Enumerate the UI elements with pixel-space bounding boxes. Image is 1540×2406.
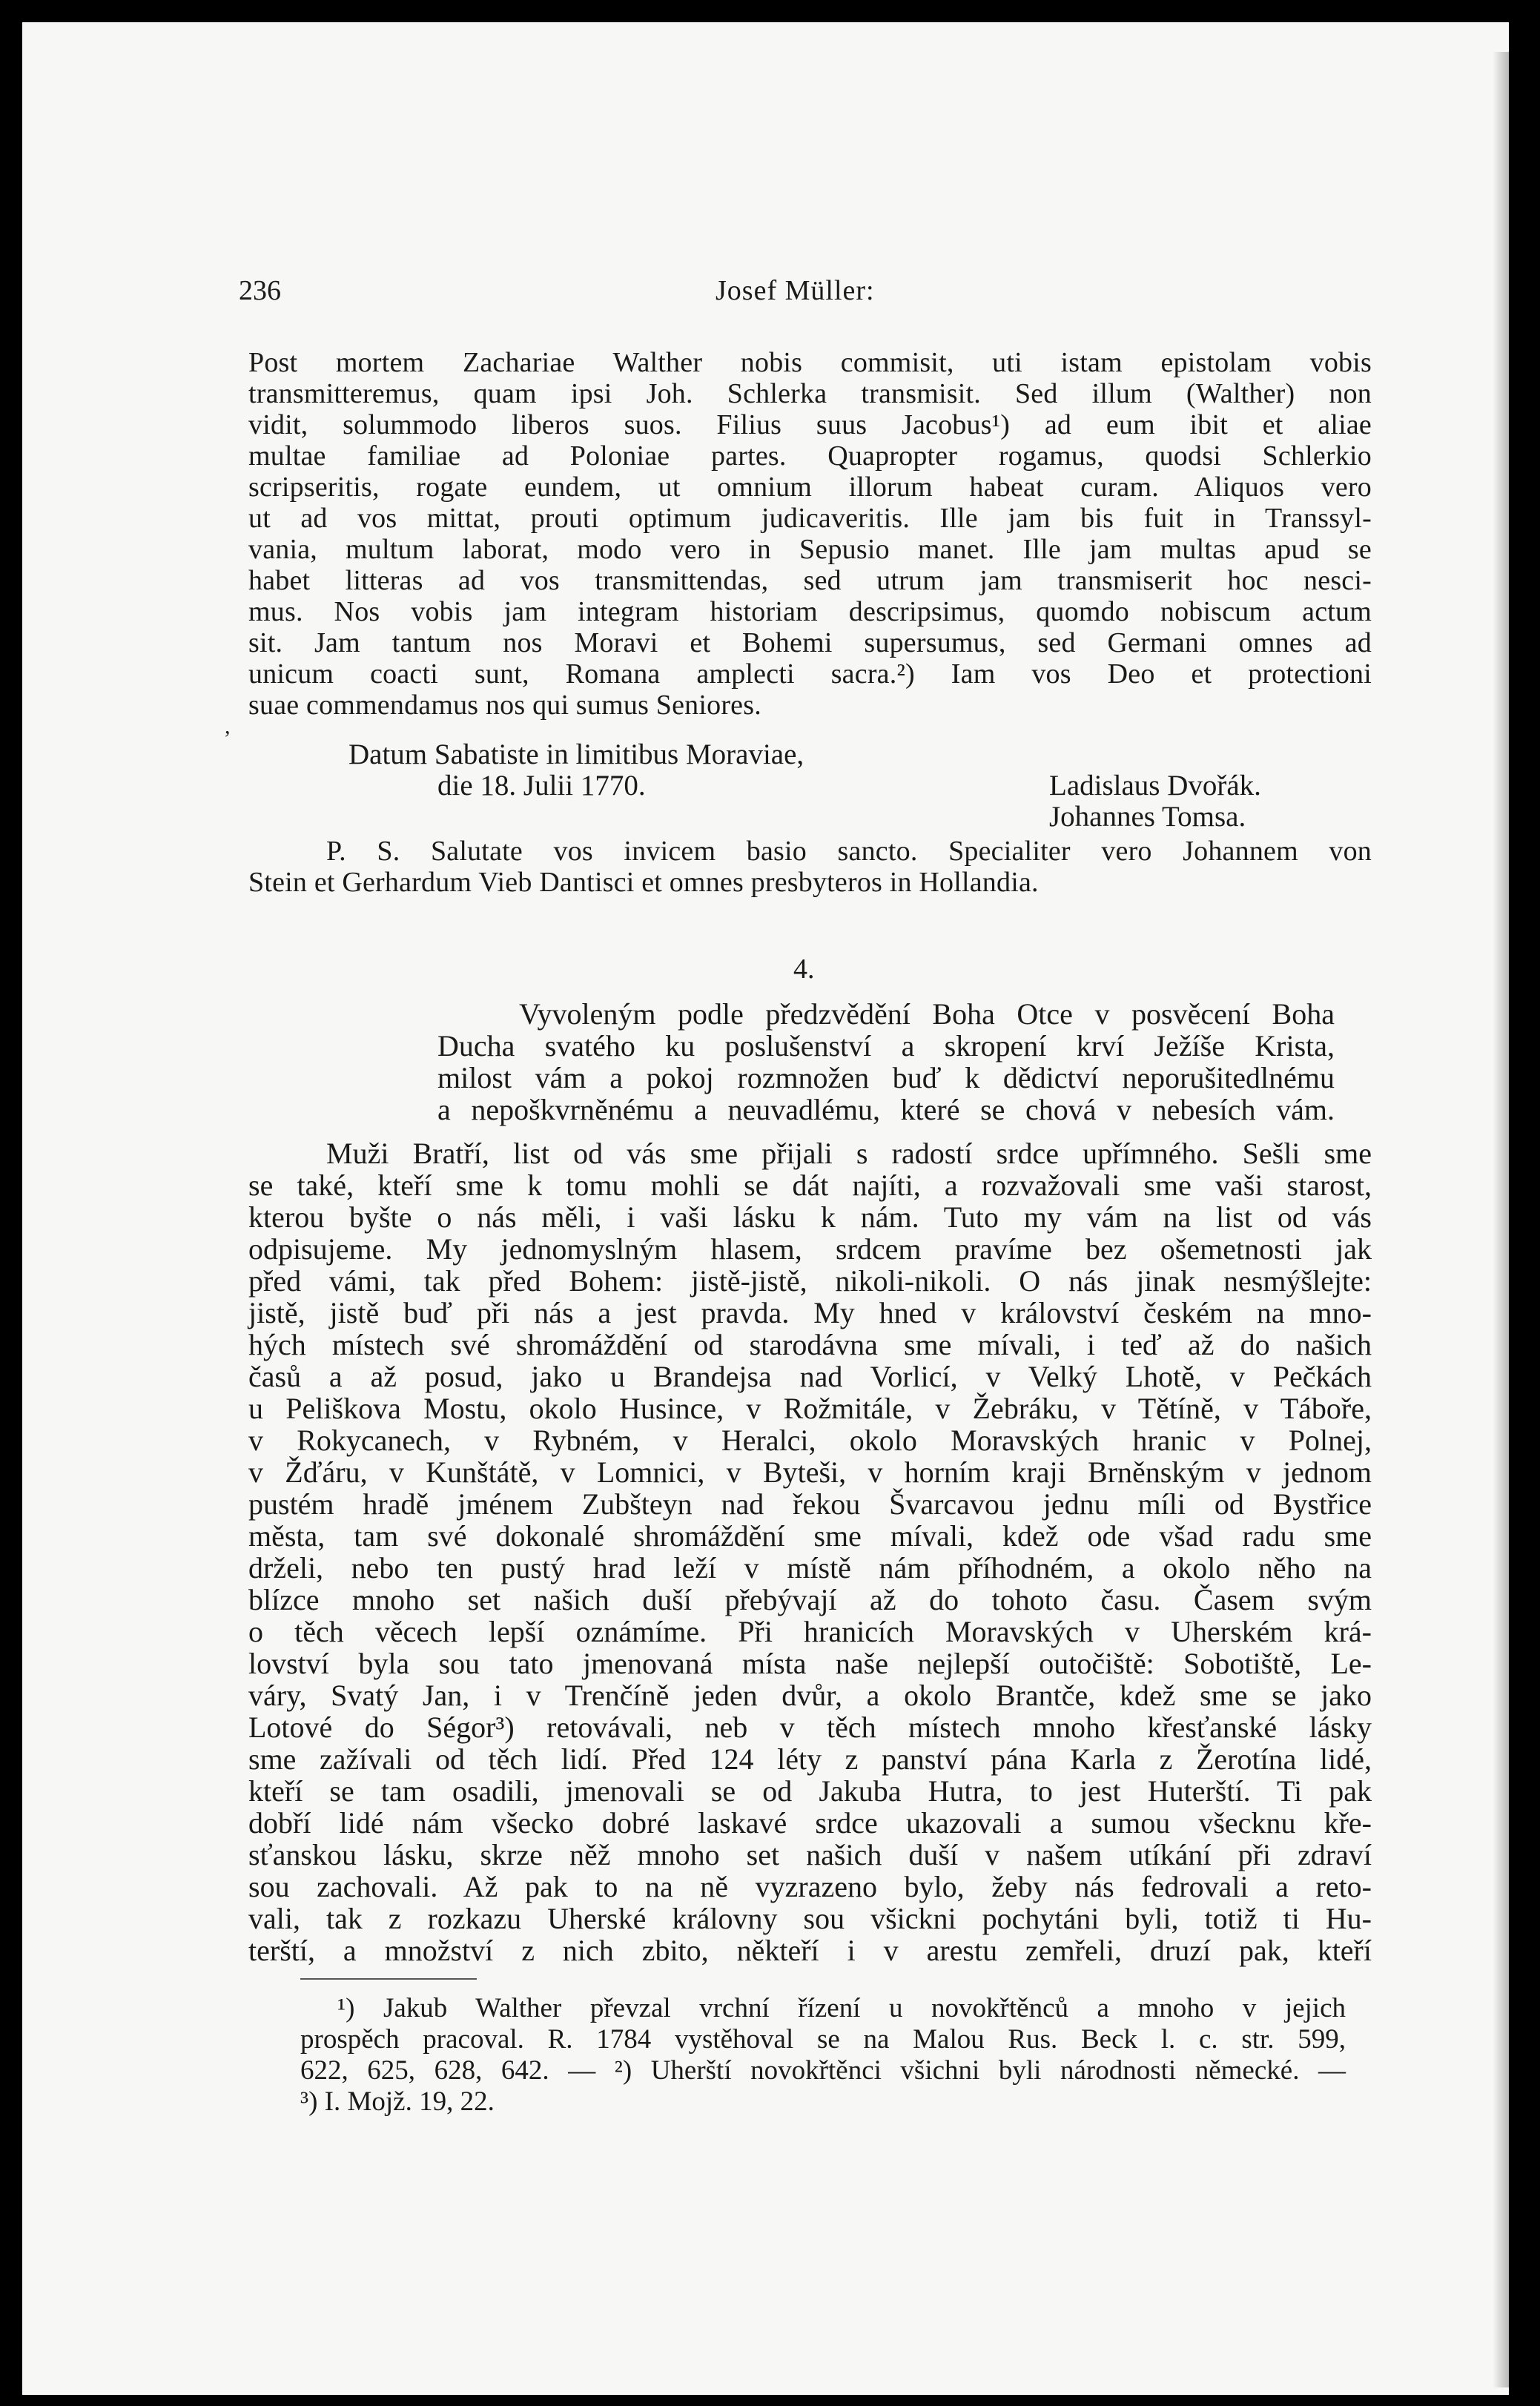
body-line: u Peliškova Mostu, okolo Husince, v Rožmitále, v Žebráku, v Tětíně, v Táboře, xyxy=(248,1392,1372,1425)
body-line: sme zažívali od těch lidí. Před 124 léty z panství pána Karla z Žerotína lidé, xyxy=(248,1742,1372,1776)
body-line: města, tam své dokonalé shromáždění sme mívali, kdež ode všad radu sme xyxy=(248,1519,1372,1553)
latin-line: vania, multum laborat, modo vero in Sepusio manet. Ille jam multas apud se xyxy=(248,534,1372,565)
body-line: drželi, nebo ten pustý hrad leží v místě nám příhodném, a okolo něho na xyxy=(248,1551,1372,1584)
latin-line: vidit, solummodo liberos suos. Filius suus Jacobus¹) ad eum ibit et aliae xyxy=(248,409,1372,440)
body-line: v Žďáru, v Kunštátě, v Lomnici, v Byteši, v horním kraji Brněnským v jednom xyxy=(248,1455,1372,1489)
footnote-line: prospěch pracoval. R. 1784 vystěhoval se na Malou Rus. Beck l. c. str. 599, xyxy=(300,2024,1346,2055)
body-line: hých místech své shromáždění od starodávna sme mívali, i teď až do našich xyxy=(248,1328,1372,1361)
footnote-line: ¹) Jakub Walther převzal vrchní řízení u novokřtěnců a mnoho v jejich xyxy=(337,1993,1346,2023)
body-line: terští, a množství z nich zbito, někteří i v arestu zemřeli, druzí pak, kteří xyxy=(248,1934,1372,1967)
body-line: o těch věcech lepší oznámíme. Při hranicích Moravských v Uherském krá- xyxy=(248,1615,1372,1648)
footnote-rule xyxy=(300,1978,477,1980)
body-line: pustém hradě jménem Zubšteyn nad řekou Švarcavou jednu míli od Bystřice xyxy=(248,1487,1372,1521)
footnote-line: 622, 625, 628, 642. — ²) Uherští novokřtěnci všichni byli národnosti německé. — xyxy=(300,2055,1346,2086)
postscript-line: Stein et Gerhardum Vieb Dantisci et omnes presbyteros in Hollandia. xyxy=(248,867,1039,898)
postscript-line: P. S. Salutate vos invicem basio sancto. Specialiter vero Johannem von xyxy=(326,836,1372,867)
latin-line: habet litteras ad vos transmittendas, sed utrum jam transmiserit hoc nesci- xyxy=(248,565,1372,596)
footnote-line: ³) I. Mojž. 19, 22. xyxy=(300,2086,495,2117)
latin-line: multae familiae ad Poloniae partes. Quapropter rogamus, quodsi Schlerkio xyxy=(248,440,1372,472)
body-line: sťanskou lásku, skrze něž mnoho set našich duší v našem utíkání při zdraví xyxy=(248,1838,1372,1871)
latin-line: ut ad vos mittat, prouti optimum judicaveritis. Ille jam bis fuit in Transsyl- xyxy=(248,503,1372,534)
latin-line: scripseritis, rogate eundem, ut omnium illorum habeat curam. Aliquos vero xyxy=(248,472,1372,503)
body-line: v Rokycanech, v Rybném, v Heralci, okolo Moravských hranic v Polnej, xyxy=(248,1424,1372,1457)
body-line: dobří lidé nám všecko dobré laskavé srdce ukazovali a sumou všecknu kře- xyxy=(248,1806,1372,1840)
margin-mark: , xyxy=(225,714,231,738)
latin-line: unicum coacti sunt, Romana amplecti sacra.²) Iam vos Deo et protectioni xyxy=(248,658,1372,690)
body-line: váry, Svatý Jan, i v Trenčíně jeden dvůr, a okolo Brantče, kdež sme se jako xyxy=(248,1679,1372,1712)
latin-line: mus. Nos vobis jam integram historiam descripsimus, quomdo nobiscum actum xyxy=(248,596,1372,627)
body-line: blízce mnoho set našich duší přebývají až do tohoto času. Časem svým xyxy=(248,1583,1372,1616)
body-line: lovství byla sou tato jmenovaná místa naše nejlepší outočiště: Sobotiště, Le- xyxy=(248,1647,1372,1680)
address-line: milost vám a pokoj rozmnožen buď k dědictví neporušitedlnému xyxy=(437,1061,1335,1094)
signature: Ladislaus Dvořák. xyxy=(1049,770,1261,802)
dating-place: Datum Sabatiste in limitibus Moraviae, xyxy=(348,738,804,770)
body-line: jistě, jistě buď při nás a jest pravda. My hned v království českém na mno- xyxy=(248,1296,1372,1329)
body-line: kteří se tam osadili, jmenovali se od Jakuba Hutra, to jest Huterští. Ti pak xyxy=(248,1774,1372,1808)
latin-line: transmitteremus, quam ipsi Joh. Schlerka transmisit. Sed illum (Walther) non xyxy=(248,378,1372,409)
body-line: Lotové do Ségor³) retovávali, neb v těch místech mnoho křesťanské lásky xyxy=(248,1711,1372,1744)
body-line: sou zachovali. Až pak to na ně vyzrazeno bylo, žeby nás fedrovali a reto- xyxy=(248,1870,1372,1903)
page-edge-shadow xyxy=(1493,52,1509,2387)
body-line: se také, kteří sme k tomu mohli se dát najíti, a rozvažovali sme vaši starost, xyxy=(248,1169,1372,1202)
signature: Johannes Tomsa. xyxy=(1049,801,1246,833)
body-line: odpisujeme. My jednomyslným hlasem, srdcem pravíme bez ošemetnosti jak xyxy=(248,1232,1372,1266)
page-number: 236 xyxy=(239,275,281,306)
address-line: Vyvoleným podle předzvědění Boha Otce v posvěcení Boha xyxy=(519,997,1335,1031)
latin-line: suae commendamus nos qui sumus Seniores. xyxy=(248,690,761,721)
body-line: časů a až posud, jako u Brandejsa nad Vorlicí, v Velký Lhotě, v Pečkách xyxy=(248,1360,1372,1393)
body-line: vali, tak z rozkazu Uherské královny sou všickni pochytáni byli, totiž ti Hu- xyxy=(248,1902,1372,1935)
body-line: před vámi, tak před Bohem: jistě-jistě, nikoli-nikoli. O nás jinak nesmýšlejte: xyxy=(248,1264,1372,1298)
dating-date: die 18. Julii 1770. xyxy=(437,770,646,802)
body-line: Muži Bratří, list od vás sme přijali s radostí srdce upřímného. Sešli sme xyxy=(326,1137,1372,1170)
address-line: a nepoškvrněnému a neuvadlému, které se chová v nebesích vám. xyxy=(437,1093,1335,1126)
latin-line: Post mortem Zachariae Walther nobis commisit, uti istam epistolam vobis xyxy=(248,347,1372,378)
body-line: kterou byšte o nás měli, i vaši lásku k nám. Tuto my vám na list od vás xyxy=(248,1200,1372,1234)
running-title: Josef Müller: xyxy=(716,275,875,306)
address-line: Ducha svatého ku poslušenství a skropení krví Ježíše Krista, xyxy=(437,1029,1335,1062)
latin-line: sit. Jam tantum nos Moravi et Bohemi supersumus, sed Germani omnes ad xyxy=(248,627,1372,658)
section-number: 4. xyxy=(793,954,815,985)
